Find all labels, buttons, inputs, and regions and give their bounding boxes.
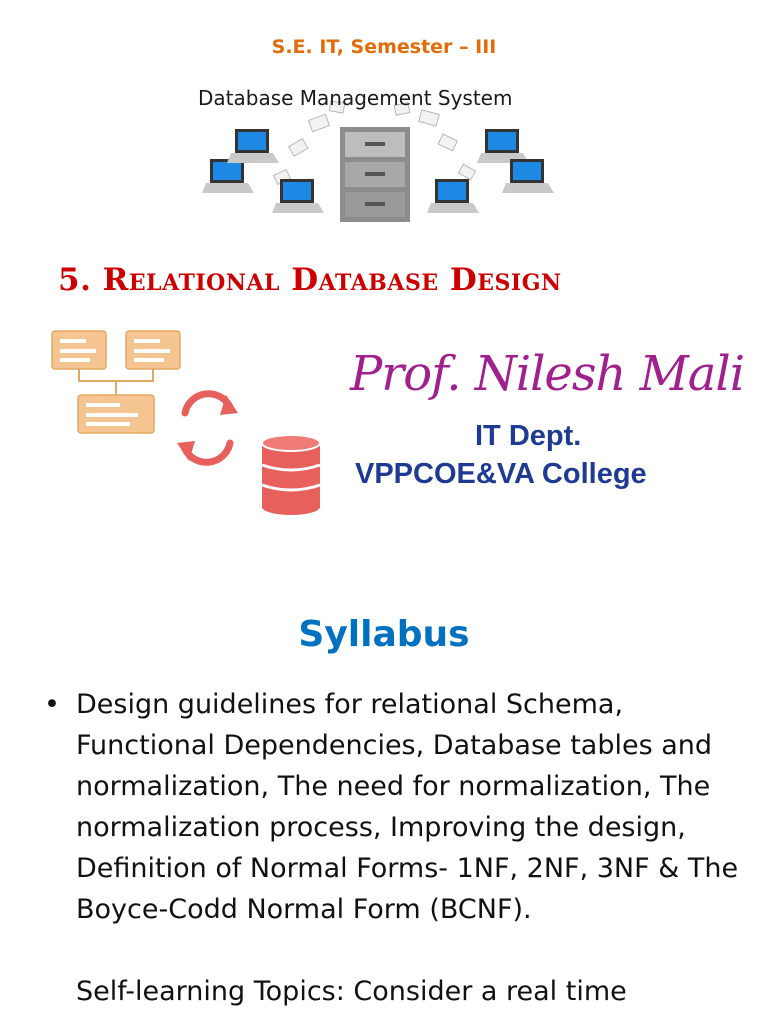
- syllabus-item-text: Design guidelines for relational Schema, Functional Dependencies, Database tables and normalization, The need for normalization, The normalization process, Improving the design, Definition of Normal Forms- 1NF, 2NF, 3NF & The Boyce-Codd Normal Form (BCNF).: [76, 689, 739, 925]
- sync-arrows-icon: [185, 394, 230, 463]
- list-item: [40, 971, 740, 1012]
- bullet-icon: •: [44, 689, 60, 720]
- chapter-title: 5. Relational Database Design: [58, 262, 562, 298]
- schema-diagram-icon: [40, 325, 340, 515]
- author-college: VPPCOE&VA College: [355, 458, 647, 490]
- author-department: IT Dept.: [475, 420, 582, 452]
- syllabus-list: [40, 684, 740, 1012]
- author-name: Prof. Nilesh Mali: [350, 346, 745, 402]
- list-item: [40, 684, 740, 930]
- syllabus-heading: Syllabus: [298, 614, 470, 655]
- file-cabinet-icon: [340, 127, 410, 222]
- syllabus-item-text: Self-learning Topics: Consider a real time: [76, 976, 627, 1007]
- database-icon: [262, 435, 320, 515]
- banner-title: Database Management System: [198, 86, 513, 110]
- course-label: S.E. IT, Semester – III: [271, 36, 497, 58]
